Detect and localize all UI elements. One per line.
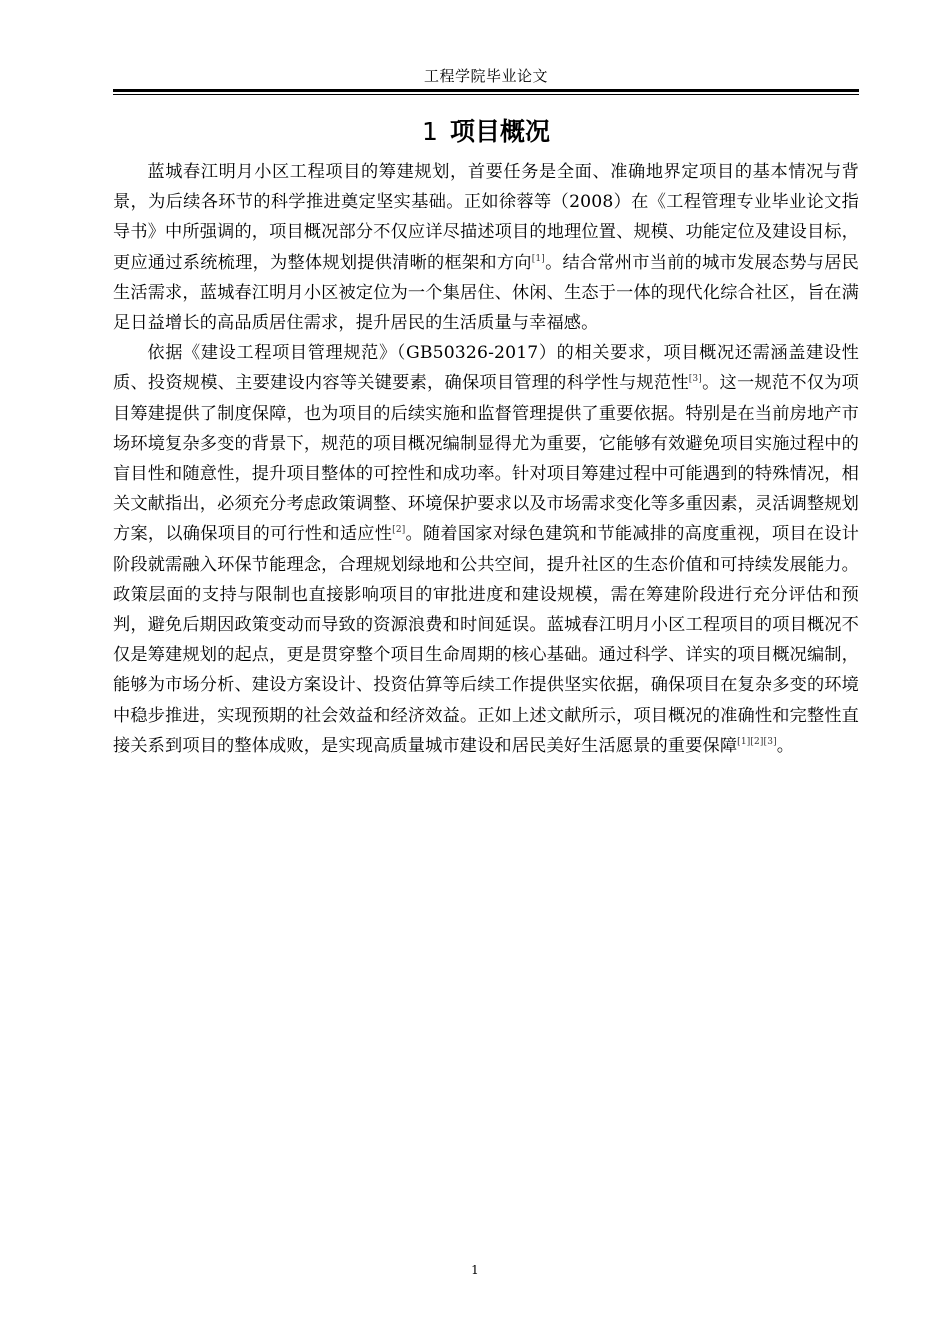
citation-marker: [3] bbox=[688, 374, 702, 385]
paragraph-2-text-b: 。这一规范不仅为项目筹建提供了制度保障，也为项目的后续实施和监督管理提供了重要依据。特别是在当前房地产市场环境复杂多变的背景下，规范的项目概况编制显得尤为重要，它能够有效避免项目实施过程中的盲目性和随意性，提升项目整体的可控性和成功率。针对项目筹建过程中可能遇到的特殊情况，相关文献指出，必须充分考虑政策调整、环境保护要求以及市场需求变化等多重因素，灵活调整规划方案，以确保项目的可行性和适应性 bbox=[113, 373, 859, 545]
paragraph-1-text-b: 。结合常州市当前的城市发展态势与居民生活需求，蓝城春江明月小区被定位为一个集居住、休闲、生态于一体的现代化综合社区，旨在满足日益增长的高品质居住需求，提升居民的生活质量与幸福感。 bbox=[113, 252, 860, 334]
citation-marker: [1][2][3] bbox=[737, 736, 777, 747]
paragraph-1 bbox=[113, 157, 859, 338]
running-header: 工程学院毕业论文 bbox=[423, 67, 548, 85]
paragraph-1-text-a: 蓝城春江明月小区工程项目的筹建规划，首要任务是全面、准确地界定项目的基本情况与背景，为后续各环节的科学推进奠定坚实基础。正如徐蓉等（2008）在《工程管理专业毕业论文指导书》中所强调的，项目概况部分不仅应详尽描述项目的地理位置、规模、功能定位及建设目标，更应通过系统梳理，为整体规划提供清晰的框架和方向 bbox=[113, 162, 859, 273]
header-rule-thick bbox=[113, 89, 859, 92]
header-rule-thin bbox=[113, 94, 859, 95]
chapter-number: 1 bbox=[422, 117, 438, 146]
page-number: 1 bbox=[471, 1263, 479, 1277]
paragraph-2-text-c: 。随着国家对绿色建筑和节能减排的高度重视，项目在设计阶段就需融入环保节能理念，合理规划绿地和公共空间，提升社区的生态价值和可持续发展能力。政策层面的支持与限制也直接影响项目的审批进度和建设规模，需在筹建阶段进行充分评估和预判，避免后期因政策变动而导致的资源浪费和时间延误。蓝城春江明月小区工程项目的项目概况不仅是筹建规划的起点，更是贯穿整个项目生命周期的核心基础。通过科学、详实的项目概况编制，能够为市场分析、建设方案设计、投资估算等后续工作提供坚实依据，确保项目在复杂多变的环境中稳步推进，实现预期的社会效益和经济效益。正如上述文献所示，项目概况的准确性和完整性直接关系到项目的整体成败，是实现高质量城市建设和居民美好生活愿景的重要保障 bbox=[113, 524, 860, 756]
paragraph-2-text-d: 。 bbox=[776, 735, 795, 756]
paragraph-2 bbox=[113, 338, 859, 761]
body-text bbox=[113, 157, 859, 761]
citation-marker: [1] bbox=[531, 253, 545, 264]
paragraph-2-text-a: 依据《建设工程项目管理规范》（GB50326-2017）的相关要求，项目概况还需涵盖建设性质、投资规模、主要建设内容等关键要素，确保项目管理的科学性与规范性 bbox=[113, 343, 859, 394]
chapter-heading bbox=[113, 112, 859, 152]
chapter-title-text: 项目概况 bbox=[449, 117, 550, 146]
citation-marker: [2] bbox=[392, 525, 406, 536]
